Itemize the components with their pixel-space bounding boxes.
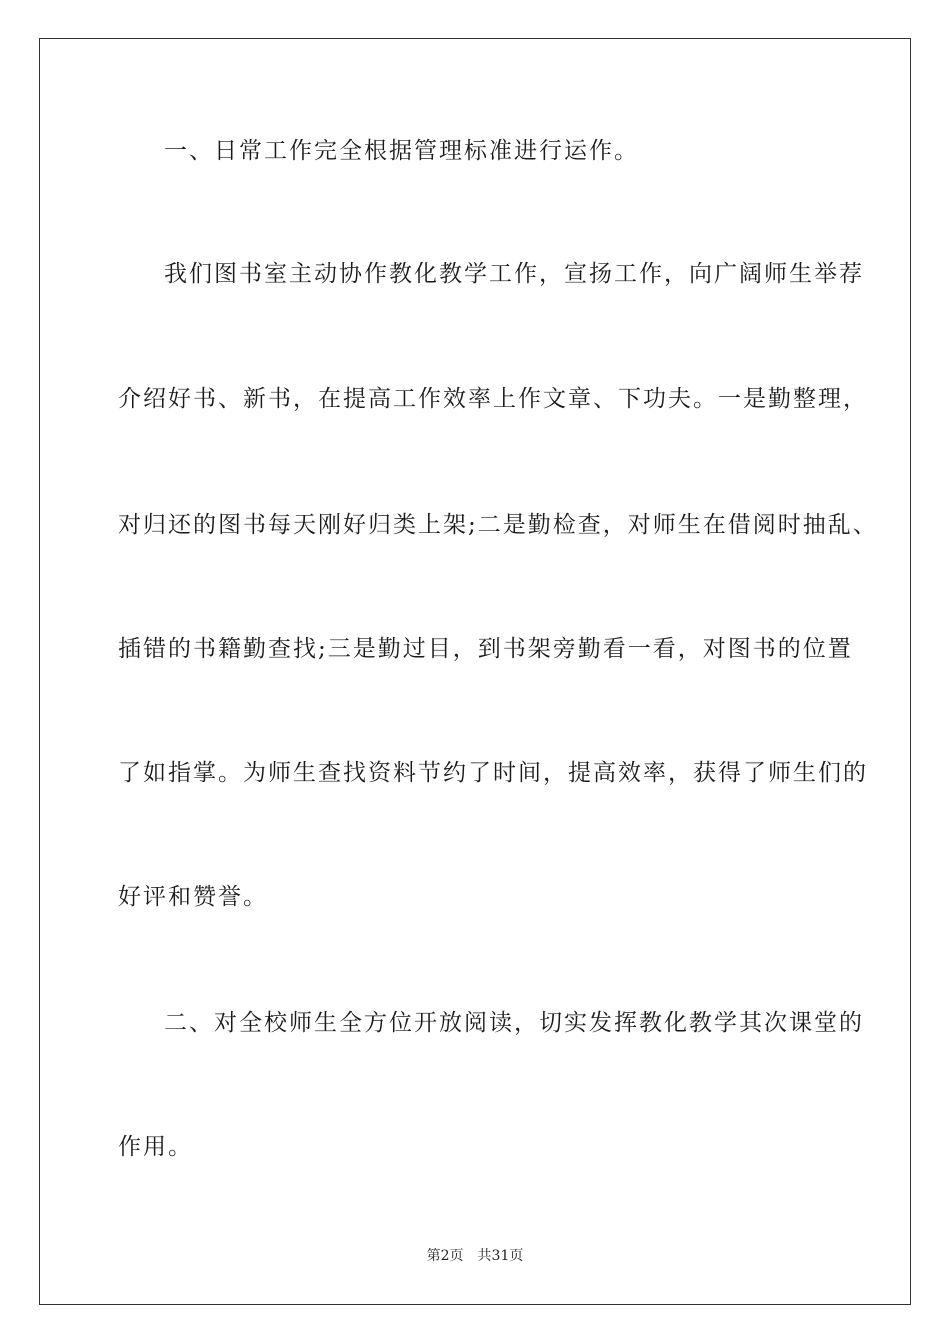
paragraph-2-line-3: 对归还的图书每天刚好归类上架;二是勤检查，对师生在借阅时抽乱、 (118, 512, 878, 538)
paragraph-1-heading: 一、日常工作完全根据管理标准进行运作。 (164, 138, 639, 164)
paragraph-3-line-1: 二、对全校师生全方位开放阅读，切实发挥教化教学其次课堂的 (164, 1010, 864, 1036)
paragraph-2-line-4: 插错的书籍勤查找;三是勤过目，到书架旁勤看一看，对图书的位置 (118, 636, 853, 662)
page-footer (0, 1247, 950, 1265)
paragraph-2-line-1: 我们图书室主动协作教化教学工作，宣扬工作，向广阔师生举荐 (164, 261, 864, 287)
paragraph-2-line-5: 了如指掌。为师生查找资料节约了时间，提高效率，获得了师生们的 (118, 760, 868, 786)
page-border (39, 38, 911, 1305)
page-total: 共31页 (477, 1248, 524, 1264)
page-number: 第2页 (426, 1248, 464, 1264)
paragraph-2-line-6: 好评和赞誉。 (118, 884, 268, 910)
paragraph-2-line-2: 介绍好书、新书，在提高工作效率上作文章、下功夫。一是勤整理， (118, 386, 868, 412)
paragraph-3-line-2: 作用。 (118, 1134, 193, 1160)
